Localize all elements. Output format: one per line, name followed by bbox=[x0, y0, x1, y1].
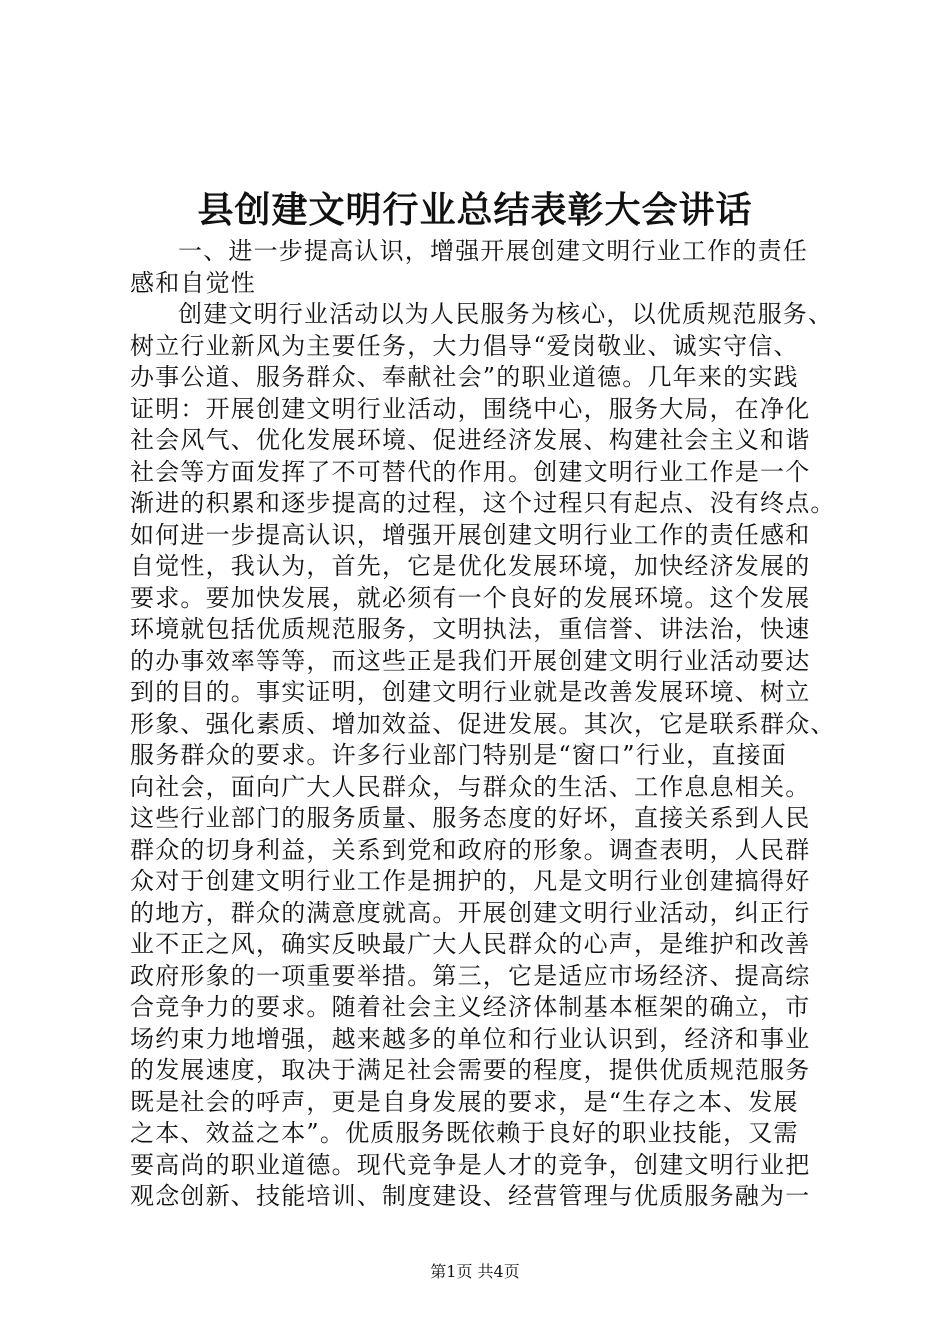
document-title: 县创建文明行业总结表彰大会讲话 bbox=[197, 189, 753, 231]
paragraph-line: 要求。要加快发展，就必须有一个良好的发展环境。这个发展 bbox=[130, 583, 811, 612]
paragraph-line: 之本、效益之本”。优质服务既依赖于良好的职业技能，又需 bbox=[130, 1119, 799, 1147]
paragraph-line: 众对于创建文明行业工作是拥护的，凡是文明行业创建搞得好 bbox=[130, 867, 811, 895]
paragraph-line: 的发展速度，取决于满足社会需要的程度，提供优质规范服务 bbox=[130, 1056, 811, 1084]
paragraph-line: 社会等方面发挥了不可替代的作用。创建文明行业工作是一个 bbox=[130, 457, 811, 486]
paragraph-line: 既是社会的呼声，更是自身发展的要求，是“生存之本、发展 bbox=[130, 1087, 799, 1116]
paragraph-line: 群众的切身利益，关系到党和政府的形象。调查表明，人民群 bbox=[130, 835, 811, 864]
paragraph-line: 观念创新、技能培训、制度建设、经营管理与优质服务融为一 bbox=[130, 1182, 811, 1210]
paragraph-line: 到的目的。事实证明，创建文明行业就是改善发展环境、树立 bbox=[130, 678, 811, 706]
paragraph-line: 形象、强化素质、增加效益、促进发展。其次，它是联系群众、 bbox=[130, 709, 836, 738]
paragraph-line: 树立行业新风为主要任务，大力倡导“爱岗敬业、诚实守信、 bbox=[130, 331, 799, 360]
section-heading-line: 一、进一步提高认识，增强开展创建文明行业工作的责任 bbox=[178, 237, 808, 265]
paragraph-line: 业不正之风，确实反映最广大人民群众的心声，是维护和改善 bbox=[130, 930, 811, 958]
paragraph-line: 向社会，面向广大人民群众，与群众的生活、工作息息相关。 bbox=[130, 772, 811, 801]
paragraph-line: 办事公道、服务群众、奉献社会”的职业道德。几年来的实践 bbox=[130, 363, 799, 391]
paragraph-line: 这些行业部门的服务质量、服务态度的好坏，直接关系到人民 bbox=[130, 804, 811, 832]
paragraph-line: 自觉性，我认为，首先，它是优化发展环境，加快经济发展的 bbox=[130, 552, 811, 580]
paragraph-line: 要高尚的职业道德。现代竞争是人才的竞争，创建文明行业把 bbox=[130, 1150, 811, 1179]
paragraph-line: 如何进一步提高认识，增强开展创建文明行业工作的责任感和 bbox=[130, 520, 811, 549]
document-body bbox=[130, 236, 850, 1213]
page-number-footer: 第1页 共4页 bbox=[430, 1262, 520, 1281]
section-heading-line: 感和自觉性 bbox=[130, 268, 256, 297]
paragraph-line: 社会风气、优化发展环境、促进经济发展、构建社会主义和谐 bbox=[130, 426, 811, 454]
paragraph-line: 证明：开展创建文明行业活动，围绕中心，服务大局，在净化 bbox=[130, 394, 811, 423]
paragraph-line: 服务群众的要求。许多行业部门特别是“窗口”行业，直接面 bbox=[130, 741, 787, 769]
paragraph-line: 政府形象的一项重要举措。第三，它是适应市场经济、提高综 bbox=[130, 961, 811, 990]
paragraph-line: 的办事效率等等，而这些正是我们开展创建文明行业活动要达 bbox=[130, 646, 811, 675]
paragraph-line: 场约束力地增强，越来越多的单位和行业认识到，经济和事业 bbox=[130, 1024, 811, 1053]
paragraph-line: 合竞争力的要求。随着社会主义经济体制基本框架的确立，市 bbox=[130, 993, 811, 1021]
paragraph-line: 创建文明行业活动以为人民服务为核心，以优质规范服务、 bbox=[178, 300, 834, 328]
paragraph-line: 渐进的积累和逐步提高的过程，这个过程只有起点、没有终点。 bbox=[130, 489, 836, 517]
paragraph-line: 环境就包括优质规范服务，文明执法，重信誉、讲法治，快速 bbox=[130, 615, 811, 643]
paragraph-line: 的地方，群众的满意度就高。开展创建文明行业活动，纠正行 bbox=[130, 898, 811, 927]
